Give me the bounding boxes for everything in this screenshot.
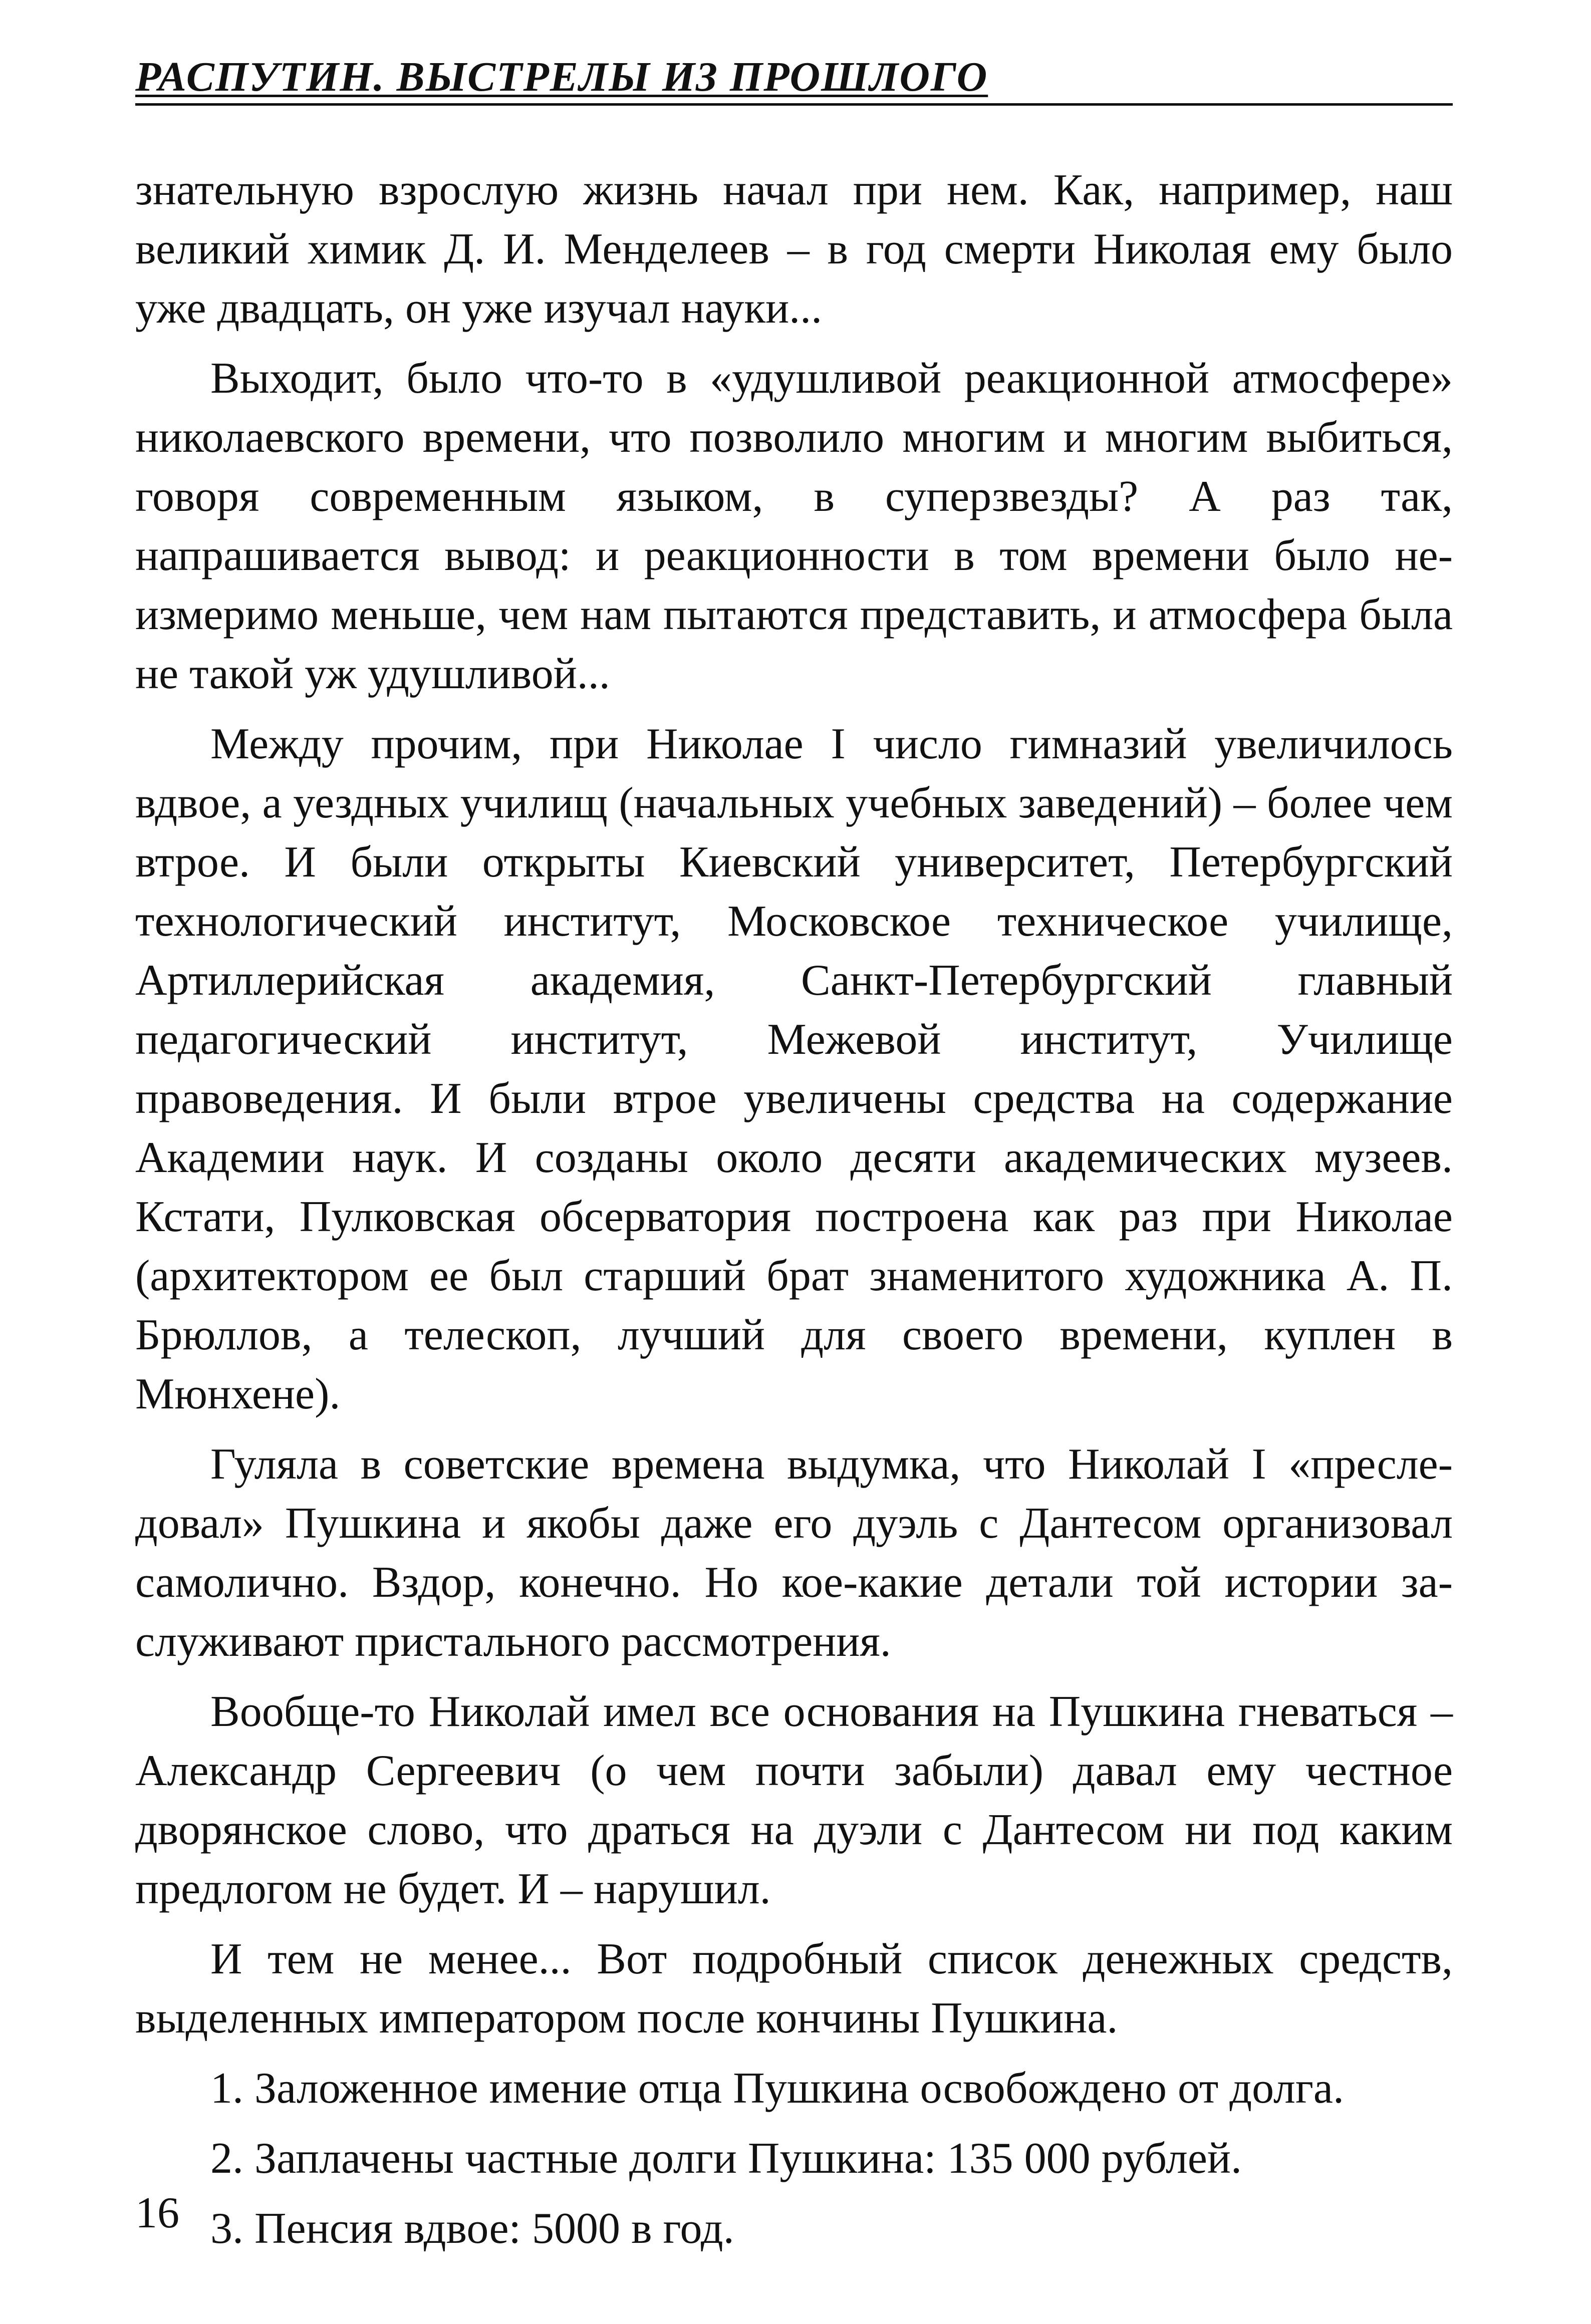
paragraph: Гуляла в советские времена выдумка, что Николай I «преследовал» Пушкина и якобы даже его дуэль с Дантесом организовал самолично. Вздор, конечно. Но кое-какие детали той истории заслуживают пристального рассмотрения. [135, 1440, 1453, 1666]
book-page [135, 43, 1453, 2282]
funds-list [135, 2059, 1453, 2258]
page-number: 16 [135, 2189, 179, 2237]
paragraph: Вообще-то Николай имел все основания на Пушкина гневаться – Александр Сергеевич (о чем почти забыли) давал ему честное дворянское слово, что драться на дуэли с Дантесом ни под каким предлогом не будет. И – нарушил. [135, 1687, 1453, 1913]
paragraph: Между прочим, при Николае I число гимназий увеличилось вдвое, а уездных училищ (начальных учебных заведений) – более чем втрое. И были открыты Киевский университет, Петербургский технологический институт, Московское техническое училище, Артиллерийская академия, Санкт-Петербургский главный педагогический институт, Межевой институт, Училище правоведения. И были втрое увеличены средства на содержание Академии наук. И созданы около десяти академических музеев. Кстати, Пулковская обсерватория построена как раз при Николае (архитектором ее был старший брат знаменитого художника А. П. Брюллов, а телескоп, лучший для своего времени, куплен в Мюнхене). [135, 720, 1453, 1418]
running-head [135, 43, 1453, 106]
paragraph-continued: знательную взрослую жизнь начал при нем. Как, например, наш великий химик Д. И. Менделеев – в год смерти Николая ему было уже двадцать, он уже изучал науки... [135, 166, 1453, 333]
list-item: 1. Заложенное имение отца Пушкина освобождено от долга. [210, 2064, 1344, 2113]
body-text [135, 161, 1453, 2258]
running-head-title: РАСПУТИН. ВЫСТРЕЛЫ ИЗ ПРОШЛОГО [135, 54, 988, 100]
paragraph: И тем не менее... Вот подробный список денежных средств, выделенных императором после кончины Пушкина. [135, 1935, 1453, 2043]
list-item: 2. Заплачены частные долги Пушкина: 135 000 рублей. [210, 2134, 1242, 2183]
paragraph: Выходит, было что-то в «удушливой реакционной атмосфере» николаевского времени, что позволило многим и многим выбиться, говоря современным языком, в суперзвезды? А раз так, напрашивается вывод: и реакционности в том времени было неизмеримо меньше, чем нам пытаются представить, и атмосфера была не такой уж удушливой... [135, 354, 1453, 698]
list-item: 3. Пенсия вдвое: 5000 в год. [210, 2204, 734, 2253]
